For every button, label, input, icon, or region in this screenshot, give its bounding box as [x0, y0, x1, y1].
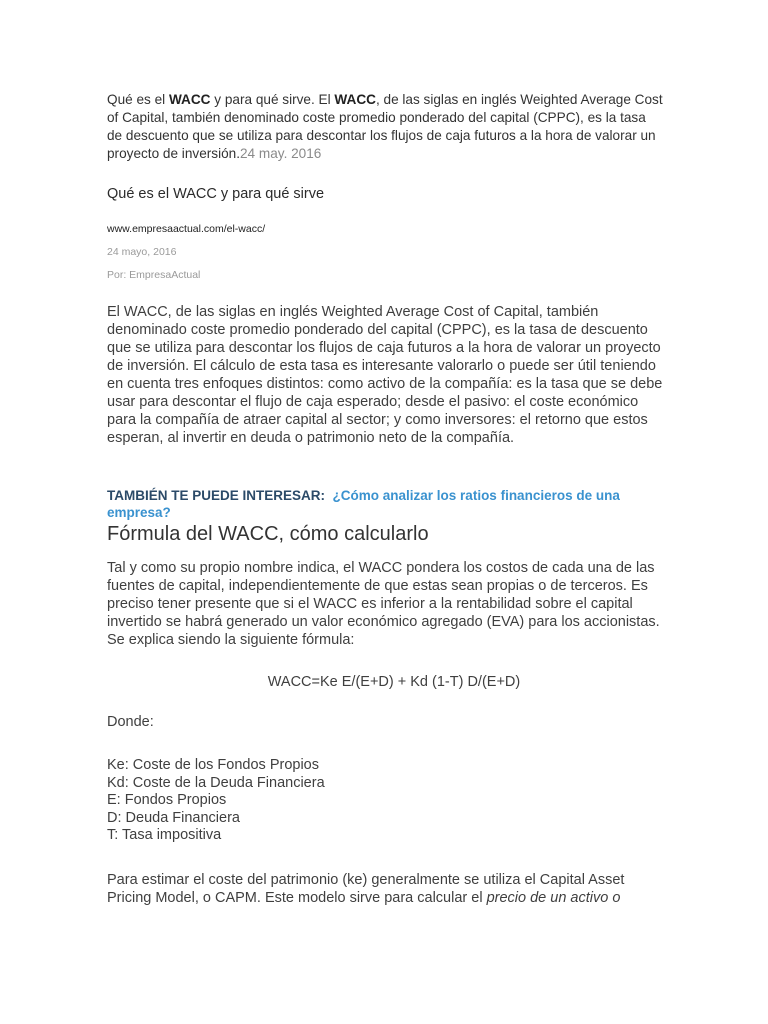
- snippet-text: , de las siglas en inglés Weighted Average Cost of Capital, también denominado coste promedio ponderado del capital (CPPC), es la tasa de descuento que se utiliza para descontar los flujos de caja futuros a la hora de valorar un proyecto de inversión.: [107, 92, 663, 161]
- snippet-bold: WACC: [168, 92, 211, 107]
- definition-item: D: Deuda Financiera: [107, 809, 240, 826]
- article-paragraph-formula: Tal y como su propio nombre indica, el WACC pondera los costos de cada una de las fuentes de capital, independientemente de que estas sean propias o de terceros. Es preciso tener presente que si el WACC es inferior a la rentabilidad sobre el capital invertido se habrá generado un valor económico agregado (EVA) para los accionistas. Se explica siendo la siguiente fórmula:: [107, 560, 660, 648]
- related-label: TAMBIÉN TE PUEDE INTERESAR:: [107, 488, 326, 503]
- related-link[interactable]: ¿Cómo analizar los ratios financieros de una empresa?: [107, 488, 620, 520]
- article-paragraph-intro: El WACC, de las siglas en inglés Weighted Average Cost of Capital, también denominado coste promedio ponderado del capital (CPPC), es la tasa de descuento que se utiliza para descontar los flujos de caja futuros a la hora de valorar un proyecto de inversión. El cálculo de esta tasa es interesante valorarlo o puede ser útil teniendo en cuenta tres enfoques distintos: como activo de la compañía: es la tasa que se debe usar para descontar el flujo de caja esperado; desde el pasivo: el coste económico para la compañía de atraer capital al sector; y como inversores: el retorno que estos esperan, al invertir en deuda o patrimonio neto de la compañía.: [107, 304, 663, 446]
- related-article: [107, 487, 664, 521]
- snippet-text: Qué es el: [107, 92, 169, 107]
- search-snippet: [107, 91, 664, 163]
- definition-item: E: Fondos Propios: [107, 792, 227, 808]
- definition-item: Kd: Coste de la Deuda Financiera: [107, 774, 325, 791]
- section-heading: Fórmula del WACC, cómo calcularlo: [107, 523, 429, 545]
- snippet-bold: WACC: [334, 92, 376, 107]
- result-title[interactable]: Qué es el WACC y para qué sirve: [107, 186, 325, 202]
- snippet-date: 24 may. 2016: [240, 146, 322, 161]
- definition-item: T: Tasa impositiva: [107, 827, 222, 843]
- definitions-list: [107, 757, 664, 845]
- capm-text: Para estimar el coste del patrimonio (ke) generalmente se utiliza el Capital Asset Pricing Model, o CAPM. Este modelo sirve para calcular el: [107, 872, 625, 906]
- wacc-formula: WACC=Ke E/(E+D) + Kd (1-T) D/(E+D): [267, 674, 521, 690]
- result-url[interactable]: www.empresaactual.com/el-wacc/: [107, 223, 266, 235]
- definition-item: Ke: Coste de los Fondos Propios: [107, 757, 319, 773]
- result-author: Por: EmpresaActual: [107, 269, 201, 281]
- donde-label: Donde:: [107, 714, 154, 730]
- article-paragraph-capm: [107, 871, 664, 907]
- result-date: 24 mayo, 2016: [107, 246, 177, 258]
- snippet-text: y para qué sirve. El: [210, 92, 335, 107]
- capm-italic: precio de un activo o: [486, 890, 621, 906]
